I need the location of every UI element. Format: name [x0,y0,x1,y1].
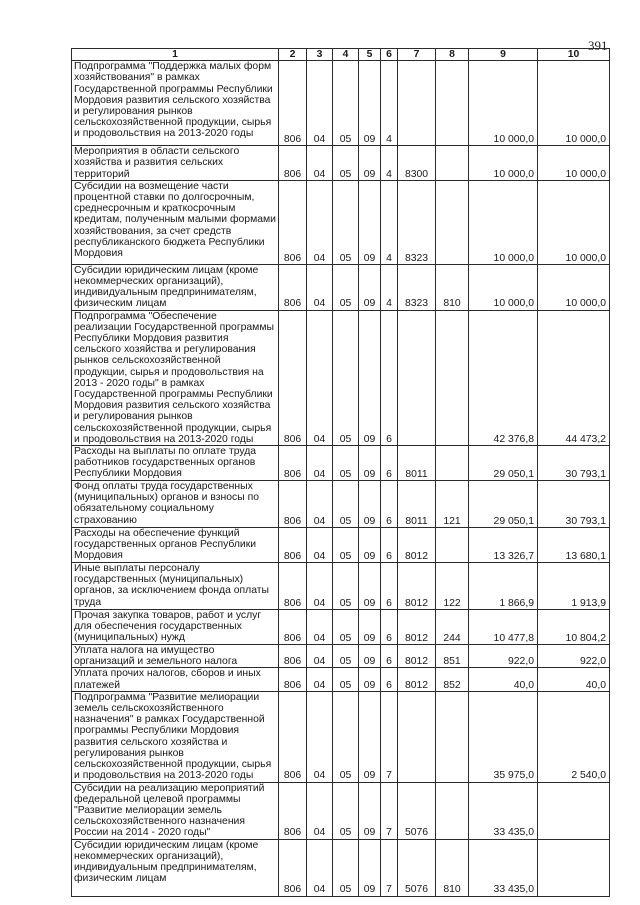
cell-description: Субсидии юридическим лицам (кроме некоммерческих организаций), индивидуальным предпринимателям, физическим лицам [72,264,279,310]
cell-expense-type: 852 [436,668,469,691]
cell-amount-2014: 35 975,0 [469,691,538,782]
cell-amount-2014: 29 050,1 [469,481,538,528]
cell-admin-code: 806 [279,668,307,691]
cell-amount-2014: 10 000,0 [469,61,538,146]
table-row [72,782,610,839]
table-row [72,668,610,691]
cell-expense-code: 5076 [398,839,436,896]
cell-subprogram: 7 [381,782,398,839]
cell-target-article: 09 [359,668,381,691]
cell-target-article: 09 [359,839,381,896]
cell-expense-type: 810 [436,839,469,896]
cell-expense-type: 122 [436,563,469,610]
cell-subsection: 05 [333,610,359,645]
table-row [72,645,610,668]
header-cell: 3 [307,49,333,61]
cell-expense-code [398,691,436,782]
cell-subsection: 05 [333,563,359,610]
table-row [72,528,610,563]
cell-expense-code: 8012 [398,645,436,668]
cell-description: Субсидии юридическим лицам (кроме некоммерческих организаций), индивидуальным предпринимателям, физическим лицам [72,839,279,896]
cell-section: 04 [307,782,333,839]
cell-description: Субсидии на реализацию мероприятий федеральной целевой программы "Развитие мелиорации земель сельскохозяйственного назначения России на 2014 - 2020 годы" [72,782,279,839]
cell-description: Субсидии на возмещение части процентной ставки по долгосрочным, среднесрочным и краткосрочным кредитам, полученным малыми формами хозяйствования, за счет средств республиканского бюджета Республики Мордовия [72,180,279,264]
cell-amount-2015: 10 804,2 [538,610,610,645]
cell-subprogram: 6 [381,668,398,691]
cell-expense-type: 810 [436,264,469,310]
header-cell: 1 [72,49,279,61]
cell-amount-2015: 13 680,1 [538,528,610,563]
cell-subprogram: 6 [381,528,398,563]
cell-expense-type [436,180,469,264]
cell-amount-2014: 42 376,8 [469,310,538,445]
header-cell: 2 [279,49,307,61]
cell-amount-2015 [538,782,610,839]
header-cell: 5 [359,49,381,61]
table-row [72,146,610,181]
cell-section: 04 [307,668,333,691]
cell-section: 04 [307,610,333,645]
table-row [72,310,610,445]
table-row [72,563,610,610]
table-row [72,264,610,310]
cell-subsection: 05 [333,180,359,264]
cell-target-article: 09 [359,446,381,481]
cell-amount-2014: 29 050,1 [469,446,538,481]
cell-subprogram: 6 [381,563,398,610]
cell-target-article: 09 [359,146,381,181]
cell-admin-code: 806 [279,610,307,645]
cell-section: 04 [307,180,333,264]
budget-table [71,48,610,897]
header-cell: 8 [436,49,469,61]
cell-section: 04 [307,264,333,310]
cell-subsection: 05 [333,481,359,528]
cell-admin-code: 806 [279,146,307,181]
cell-expense-type [436,310,469,445]
cell-expense-type: 851 [436,645,469,668]
cell-description: Уплата налога на имущество организаций и земельного налога [72,645,279,668]
cell-subprogram: 7 [381,839,398,896]
cell-admin-code: 806 [279,563,307,610]
cell-subsection: 05 [333,839,359,896]
cell-admin-code: 806 [279,446,307,481]
cell-subprogram: 6 [381,446,398,481]
cell-amount-2014: 40,0 [469,668,538,691]
cell-description: Фонд оплаты труда государственных (муниципальных) органов и взносы по обязательному социальному страхованию [72,481,279,528]
cell-target-article: 09 [359,645,381,668]
cell-amount-2014: 922,0 [469,645,538,668]
cell-expense-code: 8323 [398,264,436,310]
cell-expense-code: 8323 [398,180,436,264]
cell-subsection: 05 [333,446,359,481]
cell-subsection: 05 [333,782,359,839]
cell-amount-2014: 33 435,0 [469,839,538,896]
cell-expense-code: 8012 [398,563,436,610]
cell-expense-type: 121 [436,481,469,528]
cell-amount-2015: 2 540,0 [538,691,610,782]
cell-subprogram: 4 [381,146,398,181]
cell-target-article: 09 [359,310,381,445]
cell-section: 04 [307,839,333,896]
cell-amount-2014: 33 435,0 [469,782,538,839]
cell-subsection: 05 [333,691,359,782]
table-row [72,446,610,481]
header-row [72,49,610,61]
cell-admin-code: 806 [279,180,307,264]
cell-target-article: 09 [359,563,381,610]
cell-subprogram: 4 [381,61,398,146]
cell-section: 04 [307,146,333,181]
cell-admin-code: 806 [279,691,307,782]
page-number: 391 [588,38,608,53]
cell-amount-2014: 13 326,7 [469,528,538,563]
cell-subsection: 05 [333,310,359,445]
cell-expense-type [436,61,469,146]
cell-section: 04 [307,691,333,782]
cell-expense-type [436,782,469,839]
table-row [72,180,610,264]
cell-target-article: 09 [359,528,381,563]
cell-amount-2015: 10 000,0 [538,264,610,310]
cell-amount-2015: 10 000,0 [538,146,610,181]
header-cell: 10 [538,49,610,61]
cell-description: Подпрограмма "Обеспечение реализации Государственной программы Республики Мордовия развития сельского хозяйства и регулирования рынков сельскохозяйственной продукции, сырья и продовольствия на 2013 - 2020 годы" в рамках Государственной программы Республики Мордовия развития сельского хозяйства и регулирования рынков сельскохозяйственной продукции, сырья и продовольствия на 2013-2020 годы [72,310,279,445]
cell-expense-code: 8012 [398,528,436,563]
cell-expense-code: 8012 [398,610,436,645]
cell-admin-code: 806 [279,61,307,146]
cell-expense-code: 8011 [398,481,436,528]
cell-admin-code: 806 [279,839,307,896]
cell-amount-2015 [538,839,610,896]
cell-target-article: 09 [359,264,381,310]
cell-admin-code: 806 [279,264,307,310]
cell-amount-2015: 922,0 [538,645,610,668]
cell-section: 04 [307,310,333,445]
cell-admin-code: 806 [279,481,307,528]
table-row [72,691,610,782]
cell-admin-code: 806 [279,310,307,445]
cell-amount-2015: 1 913,9 [538,563,610,610]
cell-subprogram: 4 [381,264,398,310]
cell-section: 04 [307,528,333,563]
cell-subsection: 05 [333,61,359,146]
cell-expense-type: 244 [436,610,469,645]
cell-section: 04 [307,481,333,528]
table-row [72,61,610,146]
cell-amount-2015: 10 000,0 [538,180,610,264]
cell-section: 04 [307,645,333,668]
cell-target-article: 09 [359,782,381,839]
cell-subprogram: 6 [381,481,398,528]
header-cell: 4 [333,49,359,61]
header-cell: 9 [469,49,538,61]
cell-section: 04 [307,61,333,146]
cell-description: Мероприятия в области сельского хозяйства и развития сельских территорий [72,146,279,181]
cell-amount-2015: 40,0 [538,668,610,691]
cell-subsection: 05 [333,645,359,668]
cell-target-article: 09 [359,180,381,264]
cell-subprogram: 7 [381,691,398,782]
cell-amount-2014: 10 000,0 [469,146,538,181]
cell-target-article: 09 [359,691,381,782]
cell-expense-type [436,146,469,181]
cell-amount-2015: 30 793,1 [538,481,610,528]
cell-expense-code: 8011 [398,446,436,481]
cell-description: Расходы на выплаты по оплате труда работников государственных органов Республики Мордовия [72,446,279,481]
cell-description: Уплата прочих налогов, сборов и иных платежей [72,668,279,691]
cell-expense-code [398,61,436,146]
cell-target-article: 09 [359,610,381,645]
cell-expense-type [436,446,469,481]
cell-description: Подпрограмма "Поддержка малых форм хозяйствования" в рамках Государственной программы Республики Мордовия развития сельского хозяйства и регулирования рынков сельскохозяйственной продукции, сырья и продовольствия на 2013-2020 годы [72,61,279,146]
cell-subsection: 05 [333,146,359,181]
cell-subprogram: 6 [381,610,398,645]
cell-expense-code: 8012 [398,668,436,691]
header-cell: 7 [398,49,436,61]
cell-subsection: 05 [333,528,359,563]
cell-expense-code: 8300 [398,146,436,181]
cell-subprogram: 6 [381,645,398,668]
cell-section: 04 [307,446,333,481]
cell-description: Иные выплаты персоналу государственных (муниципальных) органов, за исключением фонда оплаты труда [72,563,279,610]
cell-admin-code: 806 [279,528,307,563]
cell-target-article: 09 [359,481,381,528]
cell-amount-2015: 30 793,1 [538,446,610,481]
cell-expense-code [398,310,436,445]
cell-amount-2015: 10 000,0 [538,61,610,146]
cell-amount-2014: 10 000,0 [469,180,538,264]
cell-amount-2015: 44 473,2 [538,310,610,445]
cell-admin-code: 806 [279,782,307,839]
table-row [72,839,610,896]
cell-target-article: 09 [359,61,381,146]
cell-subprogram: 4 [381,180,398,264]
cell-admin-code: 806 [279,645,307,668]
cell-section: 04 [307,563,333,610]
cell-subprogram: 6 [381,310,398,445]
table-row [72,481,610,528]
cell-amount-2014: 10 000,0 [469,264,538,310]
cell-expense-type [436,528,469,563]
cell-expense-code: 5076 [398,782,436,839]
cell-amount-2014: 1 866,9 [469,563,538,610]
cell-description: Расходы на обеспечение функций государственных органов Республики Мордовия [72,528,279,563]
table-row [72,610,610,645]
cell-description: Подпрограмма "Развитие мелиорации земель сельскохозяйственного назначения" в рамках Государственной программы Республики Мордовия развития сельского хозяйства и регулирования рынков сельскохозяйственной продукции, сырья и продовольствия на 2013-2020 годы [72,691,279,782]
cell-subsection: 05 [333,264,359,310]
cell-amount-2014: 10 477,8 [469,610,538,645]
cell-subsection: 05 [333,668,359,691]
header-cell: 6 [381,49,398,61]
cell-description: Прочая закупка товаров, работ и услуг для обеспечения государственных (муниципальных) нужд [72,610,279,645]
cell-expense-type [436,691,469,782]
